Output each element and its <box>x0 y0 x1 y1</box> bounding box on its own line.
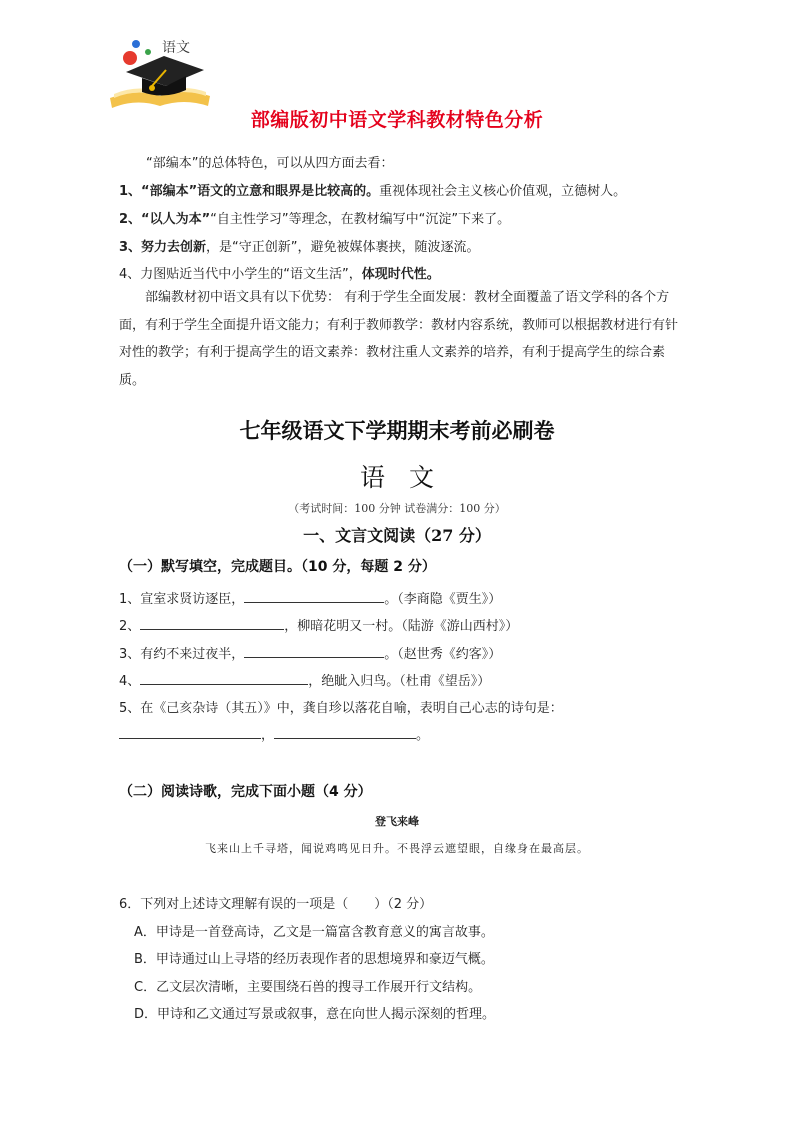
exam-subject: 语文 <box>359 463 458 492</box>
question-5-separator: ， <box>261 728 275 743</box>
answer-blank-1[interactable] <box>244 590 384 603</box>
poem-body: 飞来山上千寻塔，闻说鸡鸣见日升。不畏浮云遮望眼，自缘身在最高层。 <box>205 842 589 855</box>
intro-point-3-rest: ，是“守正创新”，避免被媒体裹挟，随波逐流。 <box>206 240 480 255</box>
question-5-answer-line <box>119 724 429 743</box>
question-6: 6．下列对上述诗文理解有误的一项是（ ）（2 分） <box>119 897 433 912</box>
question-2-prompt: 2、 <box>119 619 141 634</box>
intro-point-3-bold: 3、努力去创新 <box>119 240 207 255</box>
question-5: 5、在《己亥杂诗（其五）》中，龚自珍以落花自喻，表明自己心志的诗句是： <box>119 701 563 716</box>
banner-title: 部编版初中语文学科教材特色分析 <box>250 109 544 131</box>
intro-point-1-rest: 重视体现社会主义核心价值观，立德树人。 <box>379 184 627 199</box>
poem-title: 登飞来峰 <box>375 815 419 828</box>
intro-point-3 <box>119 236 480 255</box>
exam-title: 七年级语文下学期期末考前必刷卷 <box>239 419 555 443</box>
answer-blank-5b[interactable] <box>274 726 416 739</box>
part-1-heading: （一）默写填空，完成题目。（10 分，每题 2 分） <box>119 559 436 575</box>
question-3 <box>119 643 501 662</box>
answer-blank-5a[interactable] <box>119 726 261 739</box>
option-b[interactable]: B．甲诗通过山上寻塔的经历表现作者的思想境界和豪迈气概。 <box>134 952 494 967</box>
question-1-source: 。（李商隐《贾生》） <box>384 592 502 607</box>
intro-point-2 <box>119 208 510 227</box>
advantages-paragraph: 部编教材初中语文具有以下优势： 有利于学生全面发展：教材全面覆盖了语文学科的各个方面，有利于学生全面提升语文能力；有利于教师教学：教材内容系统，教师可以根据教材进行有针对性的教学；有利于提高学生的语文素养：教材注重人文素养的培养，有利于提高学生的综合素质。 <box>119 290 679 388</box>
intro-lead: “部编本”的总体特色，可以从四方面去看： <box>146 156 394 171</box>
exam-info: （考试时间：100 分钟 试卷满分：100 分） <box>288 502 506 515</box>
question-4-prompt: 4、 <box>119 674 141 689</box>
intro-point-4 <box>119 263 440 282</box>
section-1-heading: 一、文言文阅读（27 分） <box>303 526 491 545</box>
question-3-prompt: 3、有约不来过夜半， <box>119 647 245 662</box>
graduation-cap-logo-icon <box>108 36 212 112</box>
question-2 <box>119 615 518 634</box>
question-1-prompt: 1、宣室求贤访逐臣， <box>119 592 245 607</box>
option-d[interactable]: D．甲诗和乙文通过写景或叙事，意在向世人揭示深刻的哲理。 <box>134 1007 496 1022</box>
part-2-heading: （二）阅读诗歌，完成下面小题（4 分） <box>119 784 372 800</box>
question-3-source: 。（赵世秀《约客》） <box>384 647 502 662</box>
intro-point-1-bold: 1、“部编本”语文的立意和眼界是比较高的。 <box>119 184 380 199</box>
question-2-source: ，柳暗花明又一村。（陆游《游山西村》） <box>284 619 519 634</box>
question-5-end: 。 <box>416 728 430 743</box>
intro-point-2-bold: 2、“以人为本” <box>119 212 211 227</box>
logo-label: 语文 <box>162 40 190 56</box>
intro-point-2-rest: “自主性学习”等理念，在教材编写中“沉淀”下来了。 <box>210 212 511 227</box>
intro-point-1 <box>119 180 626 199</box>
answer-blank-3[interactable] <box>244 645 384 658</box>
option-a[interactable]: A．甲诗是一首登高诗，乙文是一篇富含教育意义的寓言故事。 <box>134 925 494 940</box>
intro-point-4-rest: 4、力图贴近当代中小学生的“语文生活”， <box>119 267 362 282</box>
question-4-source: ，绝眦入归鸟。（杜甫《望岳》） <box>308 674 491 689</box>
answer-blank-4[interactable] <box>140 672 308 685</box>
intro-point-4-bold: 体现时代性。 <box>361 267 440 282</box>
option-c[interactable]: C．乙文层次清晰，主要围绕石兽的搜寻工作展开行文结构。 <box>134 980 482 995</box>
question-4 <box>119 670 490 689</box>
question-1 <box>119 588 501 607</box>
answer-blank-2[interactable] <box>140 617 284 630</box>
